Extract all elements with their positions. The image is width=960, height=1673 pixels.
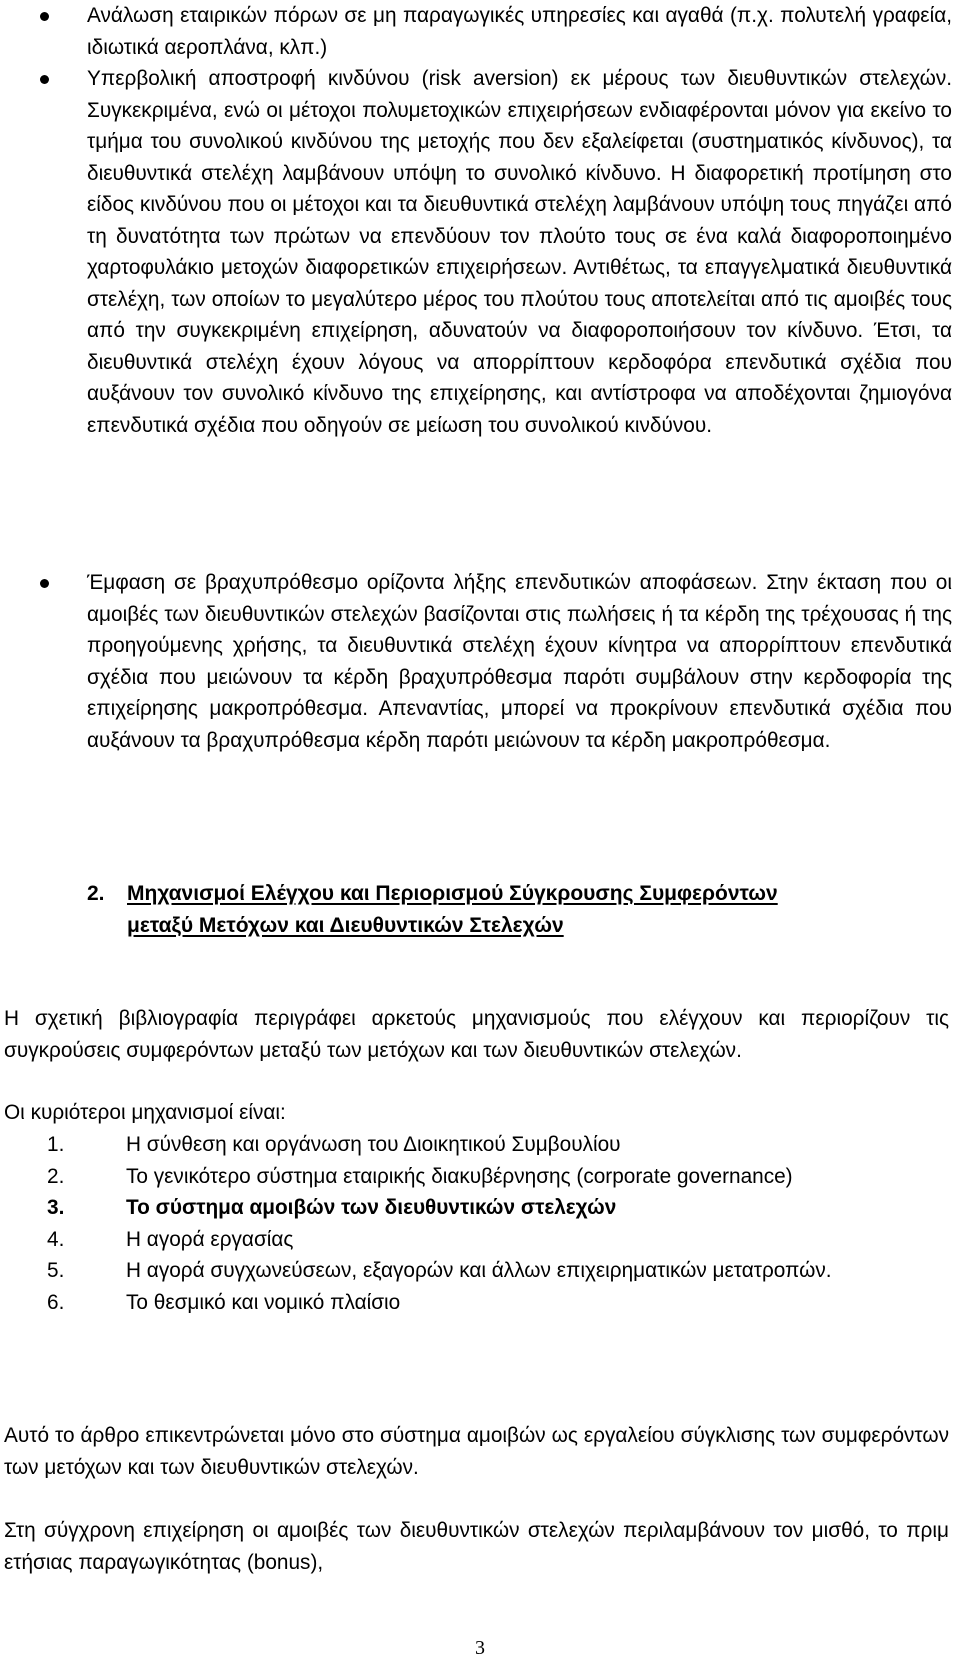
mechanism-number: 4. (47, 1227, 65, 1251)
mechanism-item (0, 1161, 960, 1193)
section-number: 2. (87, 882, 105, 905)
mechanism-item (0, 1192, 960, 1224)
mechanism-item (0, 1129, 960, 1161)
list-label: Οι κυριότεροι μηχανισμοί είναι: (4, 1101, 286, 1124)
bullet-text: Ανάλωση εταιρικών πόρων σε μη παραγωγικές υπηρεσίες και αγαθά (π.χ. πολυτελή γραφεία, ιδιωτικά αεροπλάνα, κλπ.) (87, 4, 952, 59)
bullet-item (0, 567, 960, 756)
mechanism-item (0, 1255, 960, 1287)
mechanism-text: Η σύνθεση και οργάνωση του Διοικητικού Συμβουλίου (126, 1133, 621, 1156)
bullet-icon (40, 579, 49, 588)
mechanisms-list (0, 1129, 960, 1318)
mechanism-number: 6. (47, 1290, 65, 1314)
bullet-text: Έμφαση σε βραχυπρόθεσμο ορίζοντα λήξης επενδυτικών αποφάσεων. Στην έκταση που οι αμοιβές των διευθυντικών στελεχών βασίζονται στις πωλήσεις ή τα κέρδη της τρέχουσας ή της προηγούμενης χρήσης, τα διευθυντικά στελέχη έχουν κίνητρα να απορρίπτουν επενδυτικά σχέδια που μειώνουν τα κέρδη βραχυπρόθεσμα παρότι συμβάλουν στην κερδοφορία της επιχείρησης μακροπρόθεσμα. Απεναντίας, μπορεί να προκρίνουν επενδυτικά σχέδια που αυξάνουν τα βραχυπρόθεσμα κέρδη παρότι μειώνουν τα κέρδη μακροπρόθεσμα. (87, 571, 952, 752)
bullet-list (0, 0, 960, 756)
bullet-item (0, 0, 960, 63)
mechanism-number: 1. (47, 1133, 65, 1156)
section-heading (87, 878, 847, 941)
mechanism-number: 2. (47, 1164, 65, 1188)
bullet-icon (40, 75, 49, 84)
bullet-icon (40, 12, 49, 21)
mechanism-item (0, 1287, 960, 1319)
mechanism-text: Η αγορά συγχωνεύσεων, εξαγορών και άλλων επιχειρηματικών μετατροπών. (126, 1259, 832, 1282)
focus-paragraph: Αυτό το άρθρο επικεντρώνεται μόνο στο σύστημα αμοιβών ως εργαλείου σύγκλισης των συμφερόντων των μετόχων και των διευθυντικών στελεχών. (4, 1424, 949, 1479)
closing-paragraph: Στη σύγχρονη επιχείρηση οι αμοιβές των διευθυντικών στελεχών περιλαμβάνουν τον μισθό, το πριμ ετήσιας παραγωγικότητας (bonus), (4, 1519, 949, 1574)
mechanism-text: Το γενικότερο σύστημα εταιρικής διακυβέρνησης (corporate governance) (126, 1164, 793, 1188)
mechanism-text: Το σύστημα αμοιβών των διευθυντικών στελεχών (126, 1196, 617, 1219)
bullet-text: Υπερβολική αποστροφή κινδύνου (risk aversion) εκ μέρους των διευθυντικών στελεχών. Συγκεκριμένα, ενώ οι μέτοχοι πολυμετοχικών επιχειρήσεων ενδιαφέρονται μόνον για εκείνο το τμήμα του συνολικού κινδύνου της μετοχής που δεν εξαλείφεται (συστηματικός κίνδυνος), τα διευθυντικά στελέχη λαμβάνουν υπόψη το συνολικό κίνδυνο. Η διαφορετική προτίμηση στο είδος κινδύνου που οι μέτοχοι και τα διευθυντικά στελέχη λαμβάνουν υπόψη τους πηγάζει από τη δυνατότητα των πρώτων να επενδύουν τον πλούτο τους σε ένα καλά διαφοροποιημένο χαρτοφυλάκιο μετοχών διαφορετικών επιχειρήσεων. Αντιθέτως, τα επαγγελματικά διευθυντικά στελέχη, των οποίων το μεγαλύτερο μέρος του πλούτου τους αποτελείται από τις αμοιβές τους από την συγκεκριμένη επιχείρηση, αδυνατούν να διαφοροποιήσουν τον κίνδυνο. Έτσι, τα διευθυντικά στελέχη έχουν λόγους να απορρίπτουν κερδοφόρα επενδυτικά σχέδια που αυξάνουν τον συνολικό κίνδυνο της επιχείρησης, και αντίστροφα να αποδέχονται ζημιογόνα επενδυτικά σχέδια που οδηγούν σε μείωση του συνολικού κινδύνου. (87, 67, 952, 437)
page-number: 3 (475, 1637, 485, 1659)
bullet-item (0, 63, 960, 567)
mechanism-text: Το θεσμικό και νομικό πλαίσιο (126, 1290, 401, 1314)
mechanism-number: 3. (47, 1196, 65, 1219)
mechanism-number: 5. (47, 1259, 65, 1282)
mechanism-item (0, 1224, 960, 1256)
section-title: Μηχανισμοί Ελέγχου και Περιορισμού Σύγκρουσης Συμφερόντων μεταξύ Μετόχων και Διευθυντικών Στελεχών (127, 882, 778, 937)
mechanism-text: Η αγορά εργασίας (126, 1227, 294, 1251)
intro-paragraph: Η σχετική βιβλιογραφία περιγράφει αρκετούς μηχανισμούς που ελέγχουν και περιορίζουν τις συγκρούσεις συμφερόντων μεταξύ των μετόχων και των διευθυντικών στελεχών. (4, 1007, 949, 1062)
